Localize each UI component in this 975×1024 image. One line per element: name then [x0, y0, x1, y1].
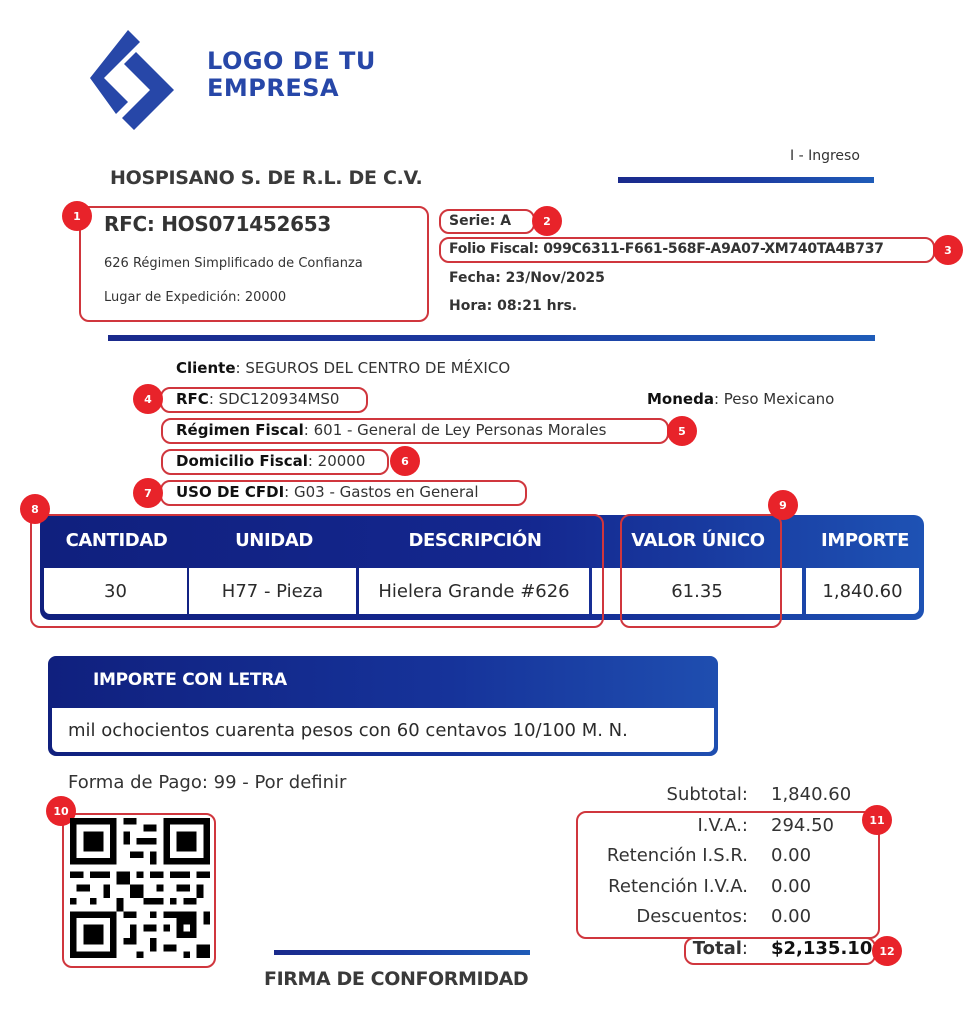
retencion-iva-value: 0.00: [771, 876, 812, 897]
descuentos-label: Descuentos:: [636, 906, 748, 927]
company-logo-icon: [88, 28, 176, 138]
logo-text: [207, 48, 376, 102]
total-value: $2,135.10: [771, 938, 873, 959]
total-label-colon: :: [741, 938, 748, 959]
logo-line-1: LOGO DE TU: [207, 47, 376, 75]
signature-label: FIRMA DE CONFORMIDAD: [264, 968, 529, 990]
moneda-value: : Peso Mexicano: [713, 390, 835, 408]
client-domicilio: [176, 452, 365, 470]
moneda-label: Moneda: [647, 390, 714, 408]
signature-line: [274, 950, 530, 955]
annotation-badge-10: 10: [46, 796, 76, 826]
annotation-badge-4: 4: [133, 384, 163, 414]
table-cell-valor-unico: 61.35: [592, 568, 802, 614]
annotation-badge-6: 6: [390, 446, 420, 476]
annotation-badge-3: 3: [933, 235, 963, 265]
forma-de-pago: Forma de Pago: 99 - Por definir: [68, 772, 347, 793]
client-uso-cfdi-label: USO DE CFDI: [176, 483, 285, 501]
client-regimen-value: : 601 - General de Ley Personas Morales: [303, 421, 607, 439]
issuer-name: HOSPISANO S. DE R.L. DE C.V.: [110, 167, 423, 189]
retencion-isr-label: Retención I.S.R.: [606, 845, 748, 866]
retencion-iva-label: Retención I.V.A.: [608, 876, 748, 897]
total-label: [548, 938, 748, 959]
annotation-badge-1: 1: [62, 201, 92, 231]
annotation-badge-12: 12: [872, 936, 902, 966]
annotation-badge-7: 7: [133, 478, 163, 508]
concepts-highlight: [30, 514, 604, 628]
total-label-text: Total: [692, 938, 742, 959]
annotation-badge-9: 9: [768, 490, 798, 520]
descuentos-value: 0.00: [771, 906, 812, 927]
table-header-cantidad: CANTIDAD: [65, 530, 168, 551]
iva-value: 294.50: [771, 815, 834, 836]
client-regimen: [176, 421, 606, 439]
table-cell-unidad: H77 - Pieza: [189, 568, 356, 614]
invoice-serie: Serie: A: [449, 213, 512, 229]
table-cell-cantidad: 30: [44, 568, 187, 614]
client-name-label: Cliente: [176, 359, 236, 377]
qr-code-icon: [70, 818, 210, 958]
client-uso-cfdi: [176, 483, 479, 501]
subtotal-label: Subtotal:: [666, 784, 748, 805]
table-cell-importe: 1,840.60: [806, 568, 919, 614]
invoice-folio-fiscal: Folio Fiscal: 099C6311-F661-568F-A9A07-XM740TA4B737: [449, 241, 884, 257]
annotation-badge-5: 5: [667, 416, 697, 446]
retencion-isr-value: 0.00: [771, 845, 812, 866]
client-rfc-value: : SDC120934MS0: [208, 390, 340, 408]
annotation-badge-8: 8: [20, 494, 50, 524]
issuer-lugar-expedicion: Lugar de Expedición: 20000: [104, 290, 287, 305]
annotation-badge-2: 2: [532, 206, 562, 236]
iva-label: I.V.A.:: [697, 815, 748, 836]
client-domicilio-value: : 20000: [307, 452, 366, 470]
table-header-valor-unico: VALOR ÚNICO: [631, 530, 765, 551]
table-header-descripcion: DESCRIPCIÓN: [408, 530, 542, 551]
moneda: [647, 390, 834, 408]
subtotal-value: 1,840.60: [771, 784, 852, 805]
client-uso-cfdi-value: : G03 - Gastos en General: [284, 483, 479, 501]
logo-line-2: EMPRESA: [207, 74, 340, 102]
client-name: [176, 359, 510, 377]
importe-con-letra-title: IMPORTE CON LETRA: [93, 670, 287, 690]
table-header-importe: IMPORTE: [821, 530, 909, 551]
valor-unico-highlight: [620, 514, 782, 628]
client-name-value: : SEGUROS DEL CENTRO DE MÉXICO: [235, 359, 511, 377]
issuer-regimen: 626 Régimen Simplificado de Confianza: [104, 256, 363, 271]
annotation-badge-11: 11: [862, 805, 892, 835]
table-cell-descripcion: Hielera Grande #626: [359, 568, 589, 614]
importe-con-letra-text: mil ochocientos cuarenta pesos con 60 centavos 10/100 M. N.: [52, 708, 714, 752]
client-regimen-label: Régimen Fiscal: [176, 421, 304, 439]
client-rfc-label: RFC: [176, 390, 209, 408]
header-divider: [618, 177, 874, 183]
invoice-type: I - Ingreso: [790, 148, 860, 164]
invoice-hora: Hora: 08:21 hrs.: [449, 298, 578, 314]
invoice-fecha: Fecha: 23/Nov/2025: [449, 270, 605, 286]
section-divider: [108, 335, 875, 341]
issuer-rfc: RFC: HOS071452653: [104, 212, 331, 236]
table-header-unidad: UNIDAD: [235, 530, 313, 551]
client-domicilio-label: Domicilio Fiscal: [176, 452, 308, 470]
client-rfc: [176, 390, 339, 408]
